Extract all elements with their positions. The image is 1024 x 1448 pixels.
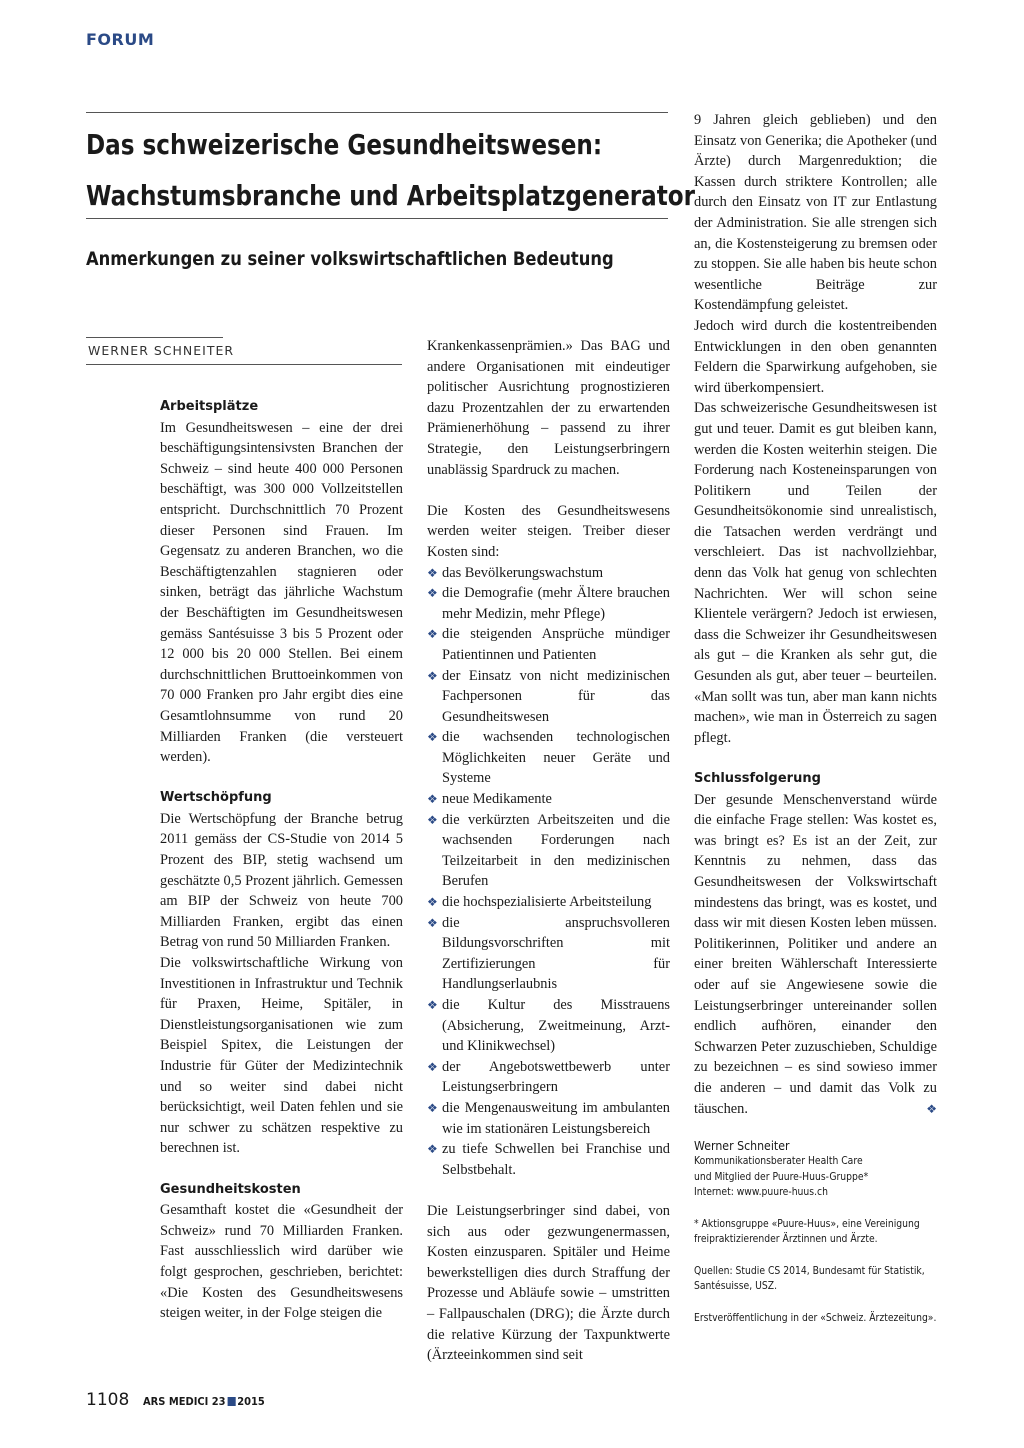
bullet-icon: ❖ [427,895,438,910]
bullet-icon: ❖ [427,915,438,930]
cost-driver-text: die anspruchsvolleren Bildungsvorschriften mit Zertifizierungen für Handlungserlaubnis [442,914,670,993]
cost-driver-text: die wachsenden technologischen Möglichkeiten neuer Geräte und Systeme [442,729,670,787]
column-2 [427,336,670,1366]
sources-line: Quellen: Studie CS 2014, Bundesamt für Statistik, [694,1264,925,1277]
footnote-line: freipraktizierender Ärztinnen und Ärzte. [694,1233,878,1246]
bullet-icon: ❖ [427,1142,438,1157]
bullet-icon: ❖ [427,998,438,1012]
page-number: 1108 [86,1390,130,1410]
title-line-1: Das schweizerische Gesundheitswesen: [86,129,603,161]
cost-driver-text: der Angebotswettbewerb unter Leistungserbringern [442,1058,670,1096]
sources-line: Santésuisse, USZ. [694,1280,778,1293]
end-mark-icon: ❖ [926,1101,937,1116]
cost-driver-item [427,727,670,789]
cost-driver-item [427,624,670,665]
column-3 [694,110,937,1326]
bullet-icon: ❖ [427,586,438,601]
article-subtitle: Anmerkungen zu seiner volkswirtschaftlichen Bedeutung [86,248,614,270]
bullet-icon: ❖ [427,627,438,642]
cost-driver-text: das Bevölkerungswachstum [442,564,604,581]
magazine-name: ARS MEDICI 23 [143,1395,226,1408]
article-title [86,120,696,222]
bullet-icon: ❖ [427,812,438,827]
cost-driver-text: die Mengenausweitung im ambulanten wie im stationären Leistungsbereich [442,1099,670,1137]
paragraph: Die Leistungserbringer sind dabei, von sich aus oder gezwungenermassen, Kosten einzusparen. Spitäler und Heime bewerkstelligen dies durch Straffung der Prozesse und Abläufe sowie – umstritten – Fallpauschalen (DRG); die Ärzte durch die relative Kürzung der Taxpunktwerte (Ärzteeinkommen sind seit [427,1202,670,1364]
heading-wertschoepfung: Wertschöpfung [160,790,272,806]
title-line-2: Wachstumsbranche und Arbeitsplatzgenerator [86,180,696,212]
bullet-icon: ❖ [427,730,438,745]
author-rule-top [86,337,223,338]
cost-driver-item [427,913,670,995]
cost-driver-item [427,563,670,584]
heading-schlussfolgerung: Schlussfolgerung [694,771,821,786]
cost-driver-item [427,789,670,810]
bio-line: Kommunikationsberater Health Care [694,1155,863,1168]
cost-driver-text: die steigenden Ansprüche mündiger Patientinnen und Patienten [442,626,670,663]
square-icon [227,1397,235,1406]
cost-driver-text: die hochspezialisierte Arbeitsteilung [442,894,652,911]
cost-driver-item [427,810,670,892]
cost-driver-item [427,666,670,728]
cost-driver-text: die Demografie (mehr Ältere brauchen mehr Medizin, mehr Pflege) [442,585,670,622]
paragraph: Im Gesundheitswesen – eine der drei beschäftigungsintensivsten Branchen der Schweiz – sind heute 400 000 Personen beschäftigt, was 300 000 Vollzeitstellen entspricht. Durchschnittlich 70 Prozent dieser Personen sind Frauen. Im Gegensatz zu anderen Branchen, wo die Beschäftigtenzahlen stagnieren oder sinken, beträgt das jährliche Wachstum der Beschäftigten im Gesundheitswesen gemäss Santésuisse 3 bis 5 Prozent oder 12 000 bis 20 000 Stellen. Bei einem durchschnittlichen Bruttoeinkommen von 70 000 Franken pro Jahr ergibt dies eine Gesamtlohnsumme von rund 20 Milliarden Franken (die versteuert werden). [160,419,403,766]
cost-driver-text: zu tiefe Schwellen bei Franchise und Selbstbehalt. [442,1141,670,1178]
cost-driver-item [427,583,670,624]
magazine-info [143,1395,265,1408]
title-rule-bottom [86,218,668,219]
bullet-icon: ❖ [427,1100,438,1115]
paragraph [694,790,937,1120]
column-1 [160,397,403,1324]
author-bio [694,1137,940,1326]
bio-line: Internet: www.puure-huus.ch [694,1186,828,1199]
cost-driver-item [427,995,670,1057]
cost-driver-text: die Kultur des Misstrauens (Absicherung, Zweitmeinung, Arzt- und Klinikwechsel) [442,997,670,1055]
bullet-icon: ❖ [427,792,438,807]
cost-driver-text: neue Medikamente [442,791,552,808]
paragraph: 9 Jahren gleich geblieben) und den Einsatz von Generika; die Apotheker (und Ärzte) durch Margenreduktion; die Kassen durch striktere Kontrollen; alle durch den Einsatz von IT zur Entlastung der Administration. Sie alle strengen sich an, die Kostensteigerung zu bremsen oder zu stoppen. Sie alle haben bis heute schon wesentliche Beiträge zur Kostendämpfung geleistet. [694,112,937,314]
cost-driver-item [427,1139,670,1180]
first-publication: Erstveröffentlichung in der «Schweiz. Ärztezeitung». [694,1311,937,1324]
title-rule-top [86,112,668,113]
author-byline: WERNER SCHNEITER [88,343,235,358]
paragraph: Das schweizerische Gesundheitswesen ist gut und teuer. Damit es gut bleiben kann, werden die Kosten weiterhin steigen. Die Forderung nach Kosteneinsparungen von Politikern und Teilen der Gesundheitsökonomie sind unrealistisch, die Tatsachen werden verdrängt und verschleiert. Das ist nachvollziehbar, denn das Volk hat genug von schlechten Nachrichten. Wer will schon seine Klientele verärgern? Jedoch ist erwiesen, dass die Schweizer ihr Gesundheitswesen als gut – die Kranken als sehr gut, die Gesunden als gut, aber teuer – beurteilen. «Man sollt was tun, aber man kann nichts machen», wie man in Österreich zu sagen pflegt. [694,400,937,746]
bullet-icon: ❖ [427,565,438,580]
paragraph: Die Kosten des Gesundheitswesens werden weiter steigen. Treiber dieser Kosten sind: [427,502,670,560]
conclusion-text: Der gesunde Menschenverstand würde die einfache Frage stellen: Was kostet es, was bringt es? Es ist an der Zeit, zur Kenntnis zu nehmen, dass das Gesundheitswesen der Volkswirtschaft mindestens das bringt, was es kostet, und dass wir mit diesen Kosten leben müssen. Politikerinnen, Politiker und andere an einer breiten Wählerschaft Interessierte oder auf sie Angewiesene sowie die Leistungserbringer untereinander sollen endlich aufhören, einander den Schwarzen Peter zuzuschieben, Schuldige zu bezeichnen – es sind sowieso immer die anderen – und damit das Volk zu täuschen. [694,791,937,1117]
cost-driver-list [427,563,670,1181]
section-label: FORUM [86,30,155,49]
heading-arbeitsplaetze: Arbeitsplätze [160,399,259,414]
paragraph: Die Wertschöpfung der Branche betrug 2011 gemäss der CS-Studie von 2014 5 Prozent des BIP, stetig wachsend um geschätzte 0,5 Prozent jährlich. Gemessen am BIP der Schweiz von heute 700 Milliarden Franken, ergibt das einen Betrag von rund 50 Milliarden Franken. [160,810,403,951]
author-rule-bottom [86,364,402,365]
footnote-line: * Aktionsgruppe «Puure-Huus», eine Vereinigung [694,1217,920,1230]
bio-name: Werner Schneiter [694,1138,790,1154]
paragraph: Gesamthaft kostet die «Gesundheit der Schweiz» rund 70 Milliarden Franken. Fast ausschliesslich wird darüber wie folgt gesprochen, geschrieben, berichtet: «Die Kosten des Gesundheitswesens steigen weiter, in der Folge steigen die [160,1202,403,1322]
magazine-year: 2015 [237,1395,265,1408]
cost-driver-text: der Einsatz von nicht medizinischen Fachpersonen für das Gesundheitswesen [442,667,670,725]
cost-driver-item [427,892,670,913]
paragraph: Jedoch wird durch die kostentreibenden Entwicklungen in den oben genannten Feldern die Sparwirkung aufgehoben, sie wird überkompensiert. [694,317,937,396]
bio-line: und Mitglied der Puure-Huus-Gruppe* [694,1170,869,1183]
heading-gesundheitskosten: Gesundheitskosten [160,1181,301,1197]
cost-driver-text: die verkürzten Arbeitszeiten und die wachsenden Forderungen nach Teilzeitarbeit in den medizinischen Berufen [442,811,670,890]
cost-driver-item [427,1057,670,1098]
cost-driver-item [427,1098,670,1139]
bullet-icon: ❖ [427,1059,438,1074]
paragraph: Krankenkassenprämien.» Das BAG und andere Organisationen mit eindeutiger politischer Ausrichtung prognostizieren dazu Prozentzahlen der zu erwartenden Prämienerhöhung – passend zu ihrer Strategie, den Leistungserbringern unablässig Spardruck zu machen. [427,338,670,478]
bullet-icon: ❖ [427,668,438,683]
paragraph: Die volkswirtschaftliche Wirkung von Investitionen in Infrastruktur und Technik für Praxen, Heime, Spitäler, in Dienstleistungsorganisationen wie zum Beispiel Spitex, die Leistungen der Industrie für Güter der Medizintechnik und so weiter sind dabei nicht berücksichtigt, weil Daten fehlen und sie nur schwer zu schätzen respektive zu berechnen ist. [160,955,403,1157]
